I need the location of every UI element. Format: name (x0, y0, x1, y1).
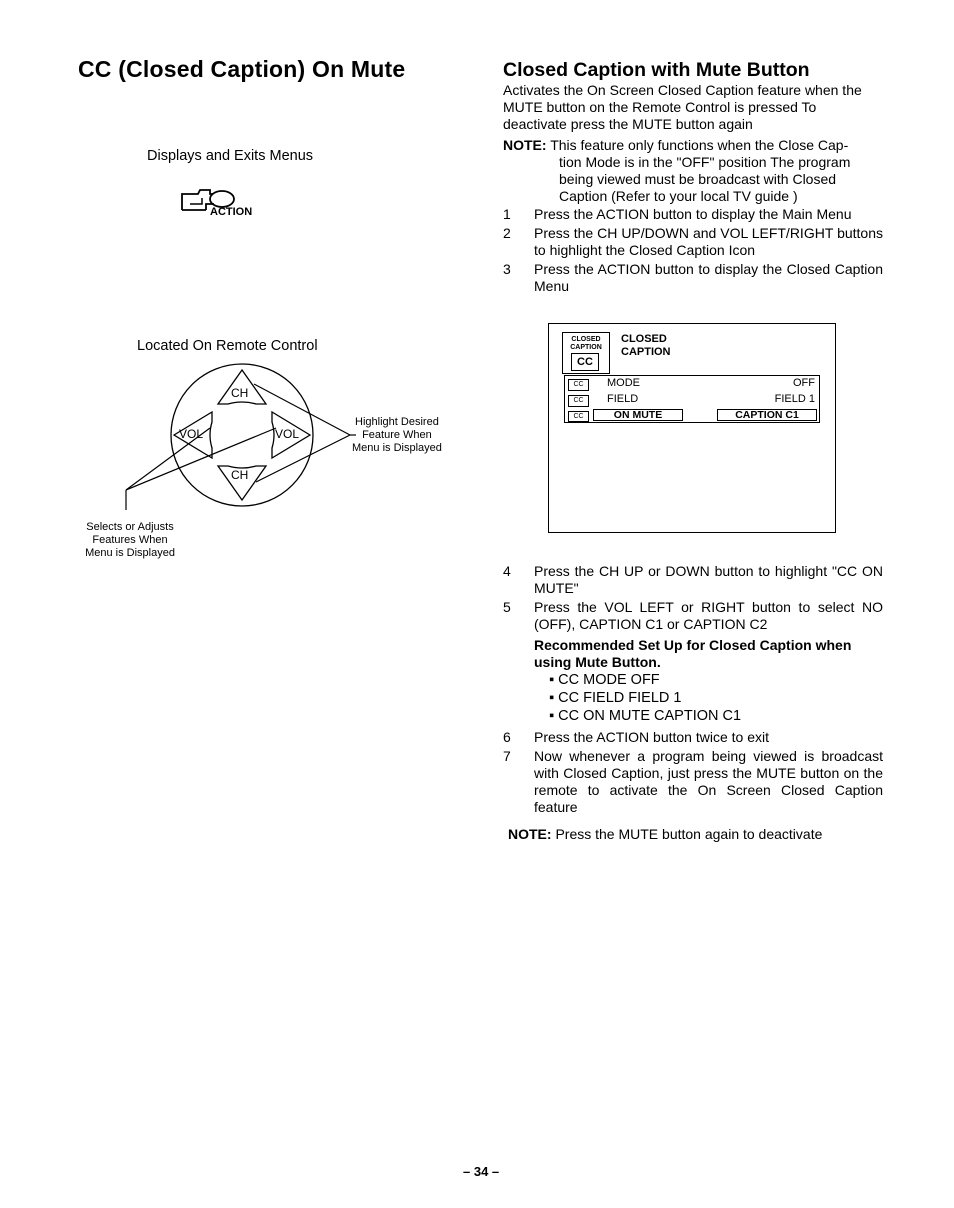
step-text: Press the VOL LEFT or RIGHT button to select NO (OFF), CAPTION C1 or CAPTION C2 (534, 599, 883, 632)
selects-line: Menu is Displayed (85, 547, 175, 559)
step-text: Press the ACTION button to display the Main Menu (534, 206, 852, 222)
step-text: Press the CH UP/DOWN and VOL LEFT/RIGHT buttons to highlight the Closed Caption Icon (534, 225, 883, 258)
cc-row-icon: CC (568, 395, 589, 407)
note-2 (508, 826, 888, 843)
step-number: 6 (503, 729, 511, 745)
vol-left-label: VOL (179, 427, 204, 441)
action-button-icon (176, 186, 266, 224)
menu-title-line: CLOSED (621, 333, 667, 345)
cc-badge: CC (571, 353, 599, 371)
ch-down-label: CH (231, 468, 249, 482)
right-title: Closed Caption with Mute Button (503, 59, 810, 81)
step-text: Now whenever a program being viewed is broadcast with Closed Caption, just press the MUTE button on the remote to activate the On Screen Closed Caption feature (534, 748, 883, 815)
menu-row-mode-label: MODE (607, 377, 640, 389)
bullet-item: ▪ CC MODE OFF (549, 672, 660, 688)
highlight-line: Menu is Displayed (352, 442, 442, 454)
step-number: 5 (503, 599, 511, 615)
selects-line: Features When (92, 534, 168, 546)
bullet-item: ▪ CC FIELD FIELD 1 (549, 690, 682, 706)
menu-row-field-label: FIELD (607, 393, 639, 405)
displays-caption: Displays and Exits Menus (147, 148, 314, 164)
menu-row-on-mute-value: CAPTION C1 (717, 409, 817, 421)
selects-line: Selects or Adjusts (86, 521, 174, 533)
recommended-setup: Recommended Set Up for Closed Caption when using Mute Button. (534, 637, 852, 670)
icon-top-text: CLOSED (571, 336, 601, 343)
note-1-rest: tion Mode is in the "OFF" position The program being viewed must be broadcast with Closed Caption (Refer to your local TV guide ) (559, 154, 851, 204)
note-2-text: Press the MUTE button again to deactivate (555, 826, 823, 842)
note-1-first: This feature only functions when the Close Cap- (550, 137, 849, 153)
action-label: ACTION (210, 206, 253, 218)
step-7 (503, 748, 883, 816)
menu-row-on-mute-label: ON MUTE (593, 409, 683, 421)
step-text: Press the ACTION button to display the Closed Caption Menu (534, 261, 883, 294)
step-1 (503, 206, 883, 223)
remote-caption: Located On Remote Control (137, 338, 318, 354)
tv-menu-screen (548, 323, 836, 533)
step-text: Press the ACTION button twice to exit (534, 729, 769, 745)
bullet-item: ▪ CC ON MUTE CAPTION C1 (549, 708, 742, 724)
highlight-line: Feature When (362, 429, 432, 441)
step-number: 3 (503, 261, 511, 277)
note-1 (503, 137, 883, 205)
selects-note (84, 521, 176, 560)
bullet-text: CC FIELD FIELD 1 (558, 690, 682, 706)
note-1-label: NOTE: (503, 137, 547, 153)
step-2 (503, 225, 883, 259)
menu-title (621, 333, 671, 359)
cc-row-icon: CC (568, 411, 589, 422)
icon-bottom-text: CAPTION (570, 344, 602, 351)
step-number: 4 (503, 563, 511, 579)
vol-right-label: VOL (275, 427, 300, 441)
step-4 (503, 563, 883, 597)
step-number: 7 (503, 748, 511, 764)
menu-list (564, 375, 820, 423)
step-number: 2 (503, 225, 511, 241)
step-3 (503, 261, 883, 295)
note-2-label: NOTE: (508, 826, 552, 842)
bullet-text: CC MODE OFF (558, 672, 660, 688)
closed-caption-menu-icon (562, 332, 610, 374)
bullet-text: CC ON MUTE CAPTION C1 (558, 708, 742, 724)
highlight-note (352, 416, 442, 455)
menu-row-field-value: FIELD 1 (774, 393, 815, 405)
menu-row-mode-value: OFF (793, 377, 815, 389)
ch-up-label: CH (231, 386, 249, 400)
page-number: – 34 – (463, 1164, 500, 1179)
step-number: 1 (503, 206, 511, 222)
step-text: Press the CH UP or DOWN button to highlight "CC ON MUTE" (534, 563, 883, 596)
menu-title-line: CAPTION (621, 346, 671, 358)
step-6 (503, 729, 883, 746)
left-title: CC (Closed Caption) On Mute (78, 56, 406, 82)
intro-text: Activates the On Screen Closed Caption feature when the MUTE button on the Remote Control is pressed To deactivate press the MUTE button again (503, 82, 862, 132)
step-5 (503, 599, 883, 633)
highlight-line: Highlight Desired (355, 416, 439, 428)
cc-row-icon: CC (568, 379, 589, 391)
